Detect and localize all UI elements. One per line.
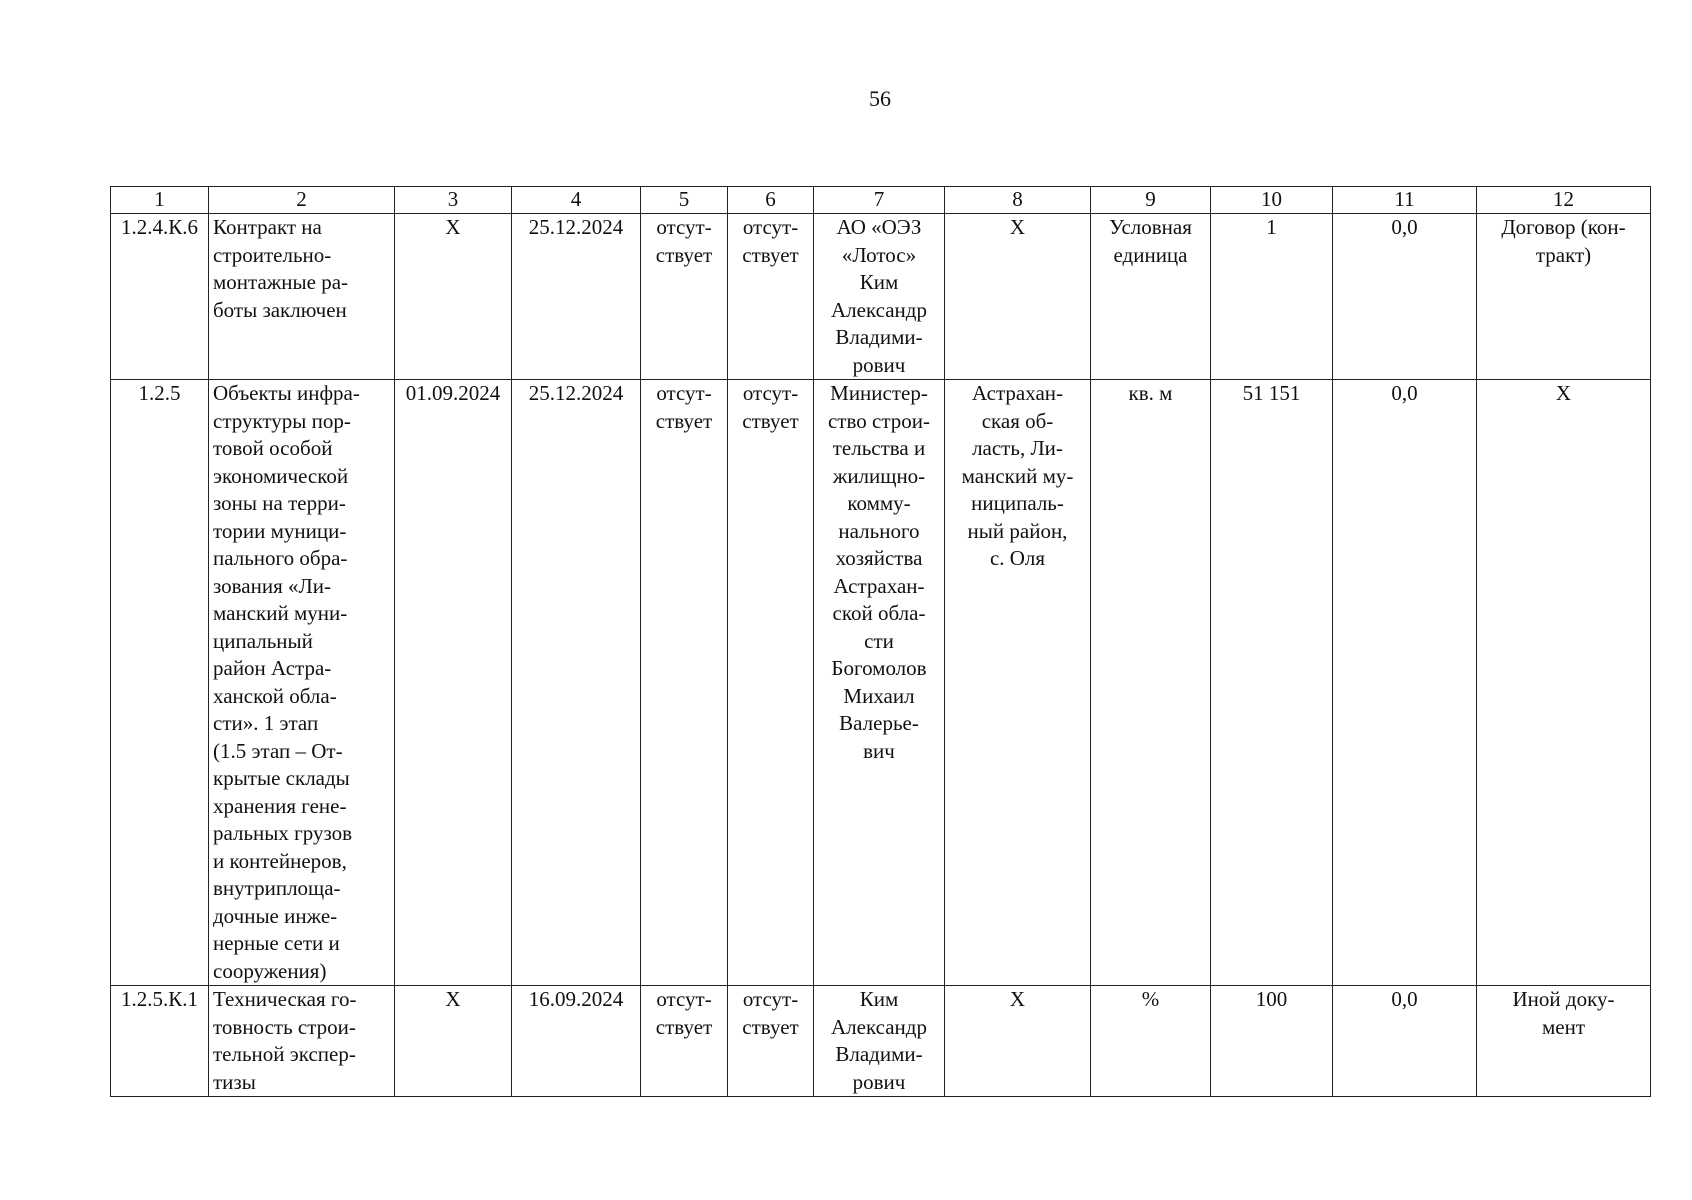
column-header: 4 — [512, 187, 641, 214]
table-row — [111, 986, 1651, 1097]
value-cell: 100 — [1211, 986, 1333, 1097]
column-header: 11 — [1333, 187, 1477, 214]
end-date-cell: 25.12.2024 — [512, 214, 641, 380]
description-cell: Контракт на строительно- монтажные ра- боты заключен — [209, 214, 395, 380]
document-type-cell: Х — [1477, 380, 1651, 986]
row-code-cell: 1.2.5 — [111, 380, 209, 986]
responsible-cell: Ким Александр Владими- рович — [814, 986, 945, 1097]
row-code-cell: 1.2.5.К.1 — [111, 986, 209, 1097]
column-number-row — [111, 187, 1651, 214]
start-date-cell: Х — [395, 214, 512, 380]
column-header: 8 — [945, 187, 1091, 214]
unit-cell: кв. м — [1091, 380, 1211, 986]
description-cell: Техническая го- товность строи- тельной экспер- тизы — [209, 986, 395, 1097]
page-number: 56 — [869, 86, 891, 111]
column-header: 6 — [728, 187, 814, 214]
column-header: 2 — [209, 187, 395, 214]
column-5-cell: отсут- ствует — [641, 214, 728, 380]
responsible-cell: Министер- ство строи- тельства и жилищно- комму- нального хозяйства Астрахан- ской обла- сти Богомолов Михаил Валерье- вич — [814, 380, 945, 986]
document-type-cell: Договор (кон- тракт) — [1477, 214, 1651, 380]
table-row — [111, 380, 1651, 986]
unit-cell: % — [1091, 986, 1211, 1097]
column-header: 7 — [814, 187, 945, 214]
table-row — [111, 214, 1651, 380]
document-type-cell: Иной доку- мент — [1477, 986, 1651, 1097]
column-header: 3 — [395, 187, 512, 214]
value-cell: 51 151 — [1211, 380, 1333, 986]
responsible-cell: АО «ОЭЗ «Лотос» Ким Александр Владими- рович — [814, 214, 945, 380]
column-header: 5 — [641, 187, 728, 214]
column-header: 12 — [1477, 187, 1651, 214]
end-date-cell: 16.09.2024 — [512, 986, 641, 1097]
column-6-cell: отсут- ствует — [728, 986, 814, 1097]
column-header: 9 — [1091, 187, 1211, 214]
amount-cell: 0,0 — [1333, 214, 1477, 380]
value-cell: 1 — [1211, 214, 1333, 380]
amount-cell: 0,0 — [1333, 986, 1477, 1097]
column-6-cell: отсут- ствует — [728, 380, 814, 986]
column-5-cell: отсут- ствует — [641, 380, 728, 986]
location-cell: Х — [945, 986, 1091, 1097]
column-header: 1 — [111, 187, 209, 214]
row-code-cell: 1.2.4.К.6 — [111, 214, 209, 380]
location-cell: Астрахан- ская об- ласть, Ли- манский му- ниципаль- ный район, с. Оля — [945, 380, 1091, 986]
document-table — [110, 186, 1651, 1097]
start-date-cell: 01.09.2024 — [395, 380, 512, 986]
column-6-cell: отсут- ствует — [728, 214, 814, 380]
amount-cell: 0,0 — [1333, 380, 1477, 986]
column-5-cell: отсут- ствует — [641, 986, 728, 1097]
start-date-cell: Х — [395, 986, 512, 1097]
location-cell: Х — [945, 214, 1091, 380]
unit-cell: Условная единица — [1091, 214, 1211, 380]
description-cell: Объекты инфра- структуры пор- товой особой экономической зоны на терри- тории муници- пального обра- зования «Ли- манский муни- ципальный район Астра- ханской обла- сти». 1 этап (1.5 этап – От- крытые склады хранения гене- ральных грузов и контейнеров, внутриплоща- дочные инже- нерные сети и сооружения) — [209, 380, 395, 986]
column-header: 10 — [1211, 187, 1333, 214]
end-date-cell: 25.12.2024 — [512, 380, 641, 986]
